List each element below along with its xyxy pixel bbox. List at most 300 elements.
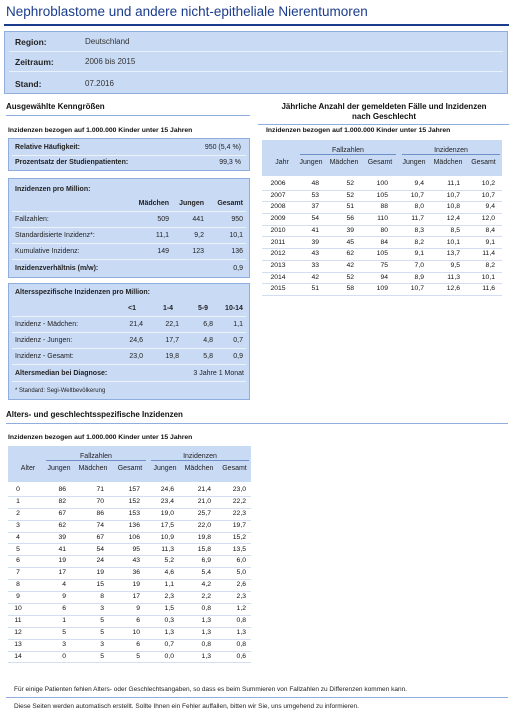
alter-gesamt-5-9: 5,8 (203, 353, 213, 360)
cell-maedchen: 51 (346, 203, 354, 211)
col-10-14: 10-14 (225, 305, 243, 312)
jahr-row (262, 249, 502, 261)
info-box (4, 31, 508, 94)
cell-inz-maedchen: 10,8 (446, 203, 460, 211)
cell-gesamt: 152 (128, 497, 140, 505)
jahr-row (262, 261, 502, 273)
kenn-heading: Ausgewählte Kenngrößen (6, 102, 105, 111)
cell-inz-jungen: 10,7 (410, 191, 424, 199)
cell-gesamt: 157 (128, 486, 140, 493)
cell-inz-gesamt: 0,8 (236, 640, 246, 648)
pro-million-title: Inzidenzen pro Million: (15, 186, 91, 193)
ages-row (8, 580, 251, 592)
alter-maedchen-10-14: 1,1 (233, 321, 243, 328)
verhaeltnis-label: Inzidenzverhältnis (m/w): (15, 265, 99, 272)
cell-inz-maedchen: 10,7 (446, 191, 460, 199)
cell-inz-maedchen: 2,2 (201, 593, 211, 601)
std-footnote: * Standard: Segi-Weltbevölkerung (15, 388, 106, 394)
ages-col-inz-maedchen: Mädchen (184, 465, 214, 472)
cell-jahr: 2012 (270, 250, 286, 258)
alter-maedchen-5-9: 6,8 (203, 321, 213, 328)
cell-inz-maedchen: 12,4 (446, 215, 460, 223)
jahr-table-body (262, 179, 502, 299)
cell-jungen: 41 (311, 226, 319, 234)
cell-inz-jungen: 0,0 (164, 652, 174, 660)
cell-inz-gesamt: 10,7 (481, 191, 495, 199)
ages-table-body (8, 485, 251, 667)
haeufigkeit-box (8, 138, 250, 171)
cell-inz-gesamt: 6,0 (236, 557, 246, 565)
cell-inz-maedchen: 0,8 (201, 640, 211, 648)
row-divider (262, 295, 502, 296)
kenn-subheading: Inzidenzen bezogen auf 1.000.000 Kinder unter 15 Jahren (8, 127, 193, 134)
prozentsatz-value: 99,3 % (219, 159, 241, 166)
median-label: Altersmedian bei Diagnose: (15, 370, 108, 377)
cell-maedchen: 42 (346, 261, 354, 269)
ages-heading: Alters- und geschlechtsspezifische Inzidenzen (6, 410, 183, 419)
cell-maedchen: 45 (346, 238, 354, 246)
col-maedchen: Mädchen (138, 200, 169, 207)
footer-rule (6, 697, 508, 698)
alter-maedchen-1-4: 22,1 (165, 321, 179, 328)
jahr-row (262, 191, 502, 203)
kum-inzidenz-jungen: 123 (192, 248, 204, 255)
cell-inz-gesamt: 9,1 (485, 238, 495, 246)
ages-group-inzidenzen: Inzidenzen (151, 453, 249, 461)
cell-maedchen: 70 (96, 497, 104, 505)
cell-jungen: 1 (62, 616, 66, 624)
cell-inz-jungen: 8,9 (414, 273, 424, 281)
jahr-heading-rule (258, 124, 509, 125)
cell-alter: 12 (14, 628, 22, 636)
cell-inz-gesamt: 13,5 (232, 545, 246, 553)
cell-jungen: 54 (311, 215, 319, 223)
divider (12, 243, 246, 244)
fallzahlen-maedchen: 509 (157, 216, 169, 223)
cell-inz-maedchen: 22,0 (197, 521, 211, 529)
cell-inz-gesamt: 11,4 (482, 250, 495, 258)
kum-inzidenz-label: Kumulative Inzidenz: (15, 248, 80, 255)
divider (9, 51, 503, 52)
divider (12, 316, 246, 317)
verhaeltnis-value: 0,9 (233, 265, 243, 272)
cell-inz-gesamt: 10,2 (481, 180, 495, 187)
cell-inz-jungen: 9,1 (414, 250, 424, 258)
cell-maedchen: 3 (100, 605, 104, 612)
jahr-col-inz-maedchen: Mädchen (433, 159, 463, 166)
cell-maedchen: 19 (96, 569, 104, 577)
alter-gesamt-1-4: 19,8 (165, 353, 179, 360)
cell-jahr: 2014 (270, 273, 286, 281)
cell-inz-jungen: 11,3 (161, 545, 174, 553)
ages-col-jungen: Jungen (47, 465, 71, 472)
cell-gesamt: 136 (128, 521, 140, 529)
fallzahlen-label: Fallzahlen: (15, 216, 49, 223)
cell-inz-gesamt: 0,6 (236, 652, 246, 660)
ages-subheading: Inzidenzen bezogen auf 1.000.000 Kinder unter 15 Jahren (8, 434, 193, 441)
std-inzidenz-label: Standardisierte Inzidenz*: (15, 232, 95, 239)
cell-alter: 2 (16, 509, 20, 517)
cell-jungen: 43 (311, 250, 319, 258)
cell-jahr: 2007 (270, 191, 286, 199)
cell-jungen: 39 (311, 238, 319, 246)
cell-alter: 13 (14, 640, 22, 648)
ages-row (8, 509, 251, 521)
cell-maedchen: 5 (100, 616, 104, 624)
cell-maedchen: 58 (346, 285, 354, 293)
cell-alter: 1 (16, 497, 20, 505)
cell-maedchen: 71 (96, 486, 104, 493)
zeitraum-value: 2006 bis 2015 (85, 57, 136, 66)
alter-gesamt-10-14: 0,9 (233, 353, 243, 360)
cell-maedchen: 54 (96, 545, 104, 553)
cell-jungen: 82 (58, 497, 66, 505)
cell-gesamt: 106 (128, 533, 140, 541)
cell-inz-maedchen: 25,7 (197, 509, 211, 517)
cell-inz-jungen: 2,3 (164, 593, 174, 601)
cell-gesamt: 6 (136, 616, 140, 624)
alter-jungen-5-9: 4,8 (203, 337, 213, 344)
cell-inz-gesamt: 1,2 (236, 605, 246, 612)
cell-alter: 4 (16, 533, 20, 541)
cell-inz-maedchen: 8,5 (450, 226, 460, 234)
cell-inz-jungen: 7,0 (414, 261, 424, 269)
cell-inz-gesamt: 9,4 (485, 203, 495, 211)
cell-inz-gesamt: 1,3 (236, 628, 246, 636)
cell-maedchen: 67 (96, 533, 104, 541)
alter-gesamt-label: Inzidenz - Gesamt: (15, 353, 74, 360)
alter-box (8, 283, 250, 400)
cell-maedchen: 5 (100, 628, 104, 636)
cell-gesamt: 153 (128, 509, 140, 517)
col-gesamt: Gesamt (217, 200, 243, 207)
jahr-group-fallzahlen: Fallzahlen (300, 147, 396, 155)
ages-col-alter: Alter (20, 465, 36, 472)
jahr-col-inz-gesamt: Gesamt (471, 159, 496, 166)
cell-inz-gesamt: 23,0 (232, 486, 246, 493)
ages-row (8, 568, 251, 580)
ages-row (8, 628, 251, 640)
cell-inz-maedchen: 15,8 (197, 545, 211, 553)
divider (12, 364, 246, 365)
cell-gesamt: 105 (376, 191, 388, 199)
ages-group-fallzahlen: Fallzahlen (46, 453, 146, 461)
alter-gesamt-lt1: 23,0 (129, 353, 143, 360)
ages-table-header (8, 446, 251, 482)
jahr-row (262, 284, 502, 296)
cell-inz-gesamt: 8,2 (485, 261, 495, 269)
cell-inz-jungen: 19,0 (160, 509, 174, 517)
cell-inz-gesamt: 11,6 (482, 285, 495, 293)
cell-inz-maedchen: 6,9 (201, 557, 211, 565)
cell-maedchen: 56 (346, 215, 354, 223)
cell-gesamt: 17 (132, 593, 140, 601)
cell-inz-maedchen: 21,4 (197, 486, 211, 493)
cell-alter: 7 (16, 569, 20, 577)
cell-inz-gesamt: 19,7 (232, 521, 246, 529)
cell-maedchen: 8 (100, 593, 104, 601)
median-value: 3 Jahre 1 Monat (193, 370, 244, 377)
cell-inz-jungen: 8,2 (414, 238, 424, 246)
cell-maedchen: 52 (346, 273, 354, 281)
cell-inz-gesamt: 15,2 (232, 533, 246, 541)
cell-inz-maedchen: 1,3 (201, 628, 211, 636)
ages-col-maedchen: Mädchen (78, 465, 108, 472)
cell-jungen: 33 (311, 261, 319, 269)
cell-gesamt: 100 (376, 180, 388, 187)
cell-maedchen: 74 (96, 521, 104, 529)
std-inzidenz-gesamt: 10,1 (229, 232, 243, 239)
cell-maedchen: 52 (346, 180, 354, 187)
cell-inz-gesamt: 8,4 (485, 226, 495, 234)
cell-inz-jungen: 23,4 (160, 497, 174, 505)
kenn-heading-rule (6, 115, 250, 116)
alter-maedchen-label: Inzidenz - Mädchen: (15, 321, 79, 328)
cell-gesamt: 94 (380, 273, 388, 281)
stand-label: Stand: (15, 79, 42, 89)
cell-alter: 0 (16, 486, 20, 493)
cell-inz-maedchen: 11,3 (447, 273, 460, 281)
cell-alter: 6 (16, 557, 20, 565)
cell-gesamt: 110 (377, 215, 388, 223)
cell-jungen: 17 (58, 569, 66, 577)
cell-alter: 10 (14, 605, 22, 612)
divider (12, 211, 246, 212)
ages-row (8, 604, 251, 616)
ages-col-inz-gesamt: Gesamt (222, 465, 247, 472)
cell-jungen: 6 (62, 605, 66, 612)
cell-gesamt: 10 (132, 628, 140, 636)
ages-row (8, 545, 251, 557)
cell-jungen: 53 (311, 191, 319, 199)
ages-row (8, 640, 251, 652)
ages-row (8, 485, 251, 497)
cell-maedchen: 15 (96, 581, 104, 589)
ages-row (8, 497, 251, 509)
jahr-row (262, 238, 502, 250)
ages-heading-rule (6, 423, 508, 424)
cell-gesamt: 5 (136, 652, 140, 660)
cell-inz-jungen: 17,5 (160, 521, 174, 529)
cell-alter: 3 (16, 521, 20, 529)
cell-inz-maedchen: 12,6 (446, 285, 460, 293)
title-divider (4, 24, 509, 26)
cell-alter: 11 (14, 616, 22, 624)
cell-gesamt: 109 (376, 285, 388, 293)
ages-row (8, 616, 251, 628)
cell-inz-gesamt: 2,3 (236, 593, 246, 601)
cell-jahr: 2010 (270, 226, 286, 234)
jahr-row (262, 226, 502, 238)
divider (12, 381, 246, 382)
ages-row (8, 556, 251, 568)
cell-gesamt: 36 (132, 569, 140, 577)
cell-inz-jungen: 1,1 (164, 581, 174, 589)
cell-jungen: 9 (62, 593, 66, 601)
cell-inz-gesamt: 22,2 (232, 497, 246, 505)
divider (12, 259, 246, 260)
cell-gesamt: 19 (132, 581, 140, 589)
cell-inz-maedchen: 1,3 (201, 616, 211, 624)
cell-alter: 5 (16, 545, 20, 553)
alter-jungen-1-4: 17,7 (165, 337, 179, 344)
cell-inz-jungen: 10,7 (410, 285, 424, 293)
prozentsatz-label: Prozentsatz der Studienpatienten: (15, 159, 129, 166)
cell-alter: 8 (16, 581, 20, 589)
jahr-row (262, 214, 502, 226)
cell-inz-maedchen: 4,2 (201, 581, 211, 589)
fallzahlen-gesamt: 950 (231, 216, 243, 223)
cell-gesamt: 88 (380, 203, 388, 211)
pro-million-box (8, 178, 250, 278)
cell-inz-jungen: 10,9 (160, 533, 174, 541)
alter-jungen-lt1: 24,6 (129, 337, 143, 344)
jahr-subheading: Inzidenzen bezogen auf 1.000.000 Kinder unter 15 Jahren (266, 127, 451, 134)
zeitraum-label: Zeitraum: (15, 57, 54, 67)
page-title: Nephroblastome und andere nicht-epitheliale Nierentumoren (6, 4, 368, 19)
cell-jungen: 0 (62, 652, 66, 660)
cell-jungen: 4 (62, 581, 66, 589)
cell-maedchen: 5 (100, 652, 104, 660)
col-1-4: 1-4 (162, 305, 174, 312)
cell-inz-maedchen: 21,0 (197, 497, 211, 505)
cell-inz-jungen: 9,4 (414, 180, 424, 187)
cell-maedchen: 39 (346, 226, 354, 234)
fallzahlen-jungen: 441 (192, 216, 204, 223)
jahr-col-gesamt: Gesamt (367, 159, 393, 166)
cell-jahr: 2008 (270, 203, 286, 211)
cell-inz-jungen: 4,6 (164, 569, 174, 577)
ages-row (8, 652, 251, 664)
alter-jungen-10-14: 0,7 (233, 337, 243, 344)
col-5-9: 5-9 (197, 305, 209, 312)
ages-col-inz-jungen: Jungen (153, 465, 177, 472)
cell-inz-jungen: 8,3 (414, 226, 424, 234)
cell-inz-maedchen: 5,4 (201, 569, 211, 577)
ages-row (8, 533, 251, 545)
cell-inz-maedchen: 19,8 (197, 533, 211, 541)
alter-jungen-label: Inzidenz - Jungen: (15, 337, 73, 344)
cell-maedchen: 3 (100, 640, 104, 648)
cell-jungen: 37 (311, 203, 319, 211)
cell-jahr: 2013 (270, 261, 286, 269)
cell-gesamt: 6 (136, 640, 140, 648)
cell-inz-jungen: 24,6 (160, 486, 174, 493)
cell-jungen: 3 (62, 640, 66, 648)
cell-inz-maedchen: 1,3 (201, 652, 211, 660)
cell-gesamt: 75 (380, 261, 388, 269)
cell-jungen: 51 (311, 285, 319, 293)
divider (12, 332, 246, 333)
cell-maedchen: 52 (346, 191, 354, 199)
cell-gesamt: 80 (380, 226, 388, 234)
divider (12, 348, 246, 349)
cell-inz-gesamt: 0,8 (236, 616, 246, 624)
cell-inz-jungen: 11,7 (411, 215, 424, 223)
std-inzidenz-maedchen: 11,1 (155, 232, 169, 239)
std-inzidenz-jungen: 9,2 (194, 232, 204, 239)
cell-gesamt: 105 (376, 250, 388, 258)
row-divider (8, 662, 251, 663)
footer-note-2: Diese Seiten werden automatisch erstellt. Sollte Ihnen ein Fehler auffallen, bitten wir Sie, uns umgehend zu informieren. (14, 703, 359, 710)
cell-gesamt: 43 (132, 557, 140, 565)
cell-gesamt: 9 (136, 605, 140, 612)
jahr-heading-line1: Jährliche Anzahl der gemeldeten Fälle und Inzidenzen (281, 102, 487, 111)
jahr-heading (258, 102, 510, 122)
cell-jahr: 2006 (270, 180, 286, 187)
cell-inz-gesamt: 2,6 (236, 581, 246, 589)
cell-jungen: 5 (62, 628, 66, 636)
jahr-group-inzidenzen: Inzidenzen (402, 147, 500, 155)
divider (12, 155, 246, 156)
jahr-col-inz-jungen: Jungen (402, 159, 426, 166)
cell-jungen: 67 (58, 509, 66, 517)
alter-maedchen-lt1: 21,4 (129, 321, 143, 328)
jahr-col-jahr: Jahr (275, 159, 289, 166)
cell-inz-jungen: 8,0 (414, 203, 424, 211)
cell-inz-maedchen: 0,8 (201, 605, 211, 612)
cell-inz-maedchen: 10,1 (446, 238, 460, 246)
cell-maedchen: 62 (346, 250, 354, 258)
cell-inz-gesamt: 10,1 (481, 273, 495, 281)
cell-jungen: 86 (58, 486, 66, 493)
cell-inz-maedchen: 9,5 (450, 261, 460, 269)
jahr-col-jungen: Jungen (299, 159, 323, 166)
alter-title: Altersspezifische Inzidenzen pro Million: (15, 289, 150, 296)
jahr-heading-line2: nach Geschlecht (351, 112, 417, 121)
cell-inz-maedchen: 13,7 (446, 250, 460, 258)
cell-jungen: 41 (58, 545, 66, 553)
cell-jungen: 39 (58, 533, 66, 541)
cell-jahr: 2015 (270, 285, 286, 293)
jahr-col-maedchen: Mädchen (329, 159, 359, 166)
cell-inz-jungen: 1,5 (164, 605, 174, 612)
cell-inz-jungen: 1,3 (164, 628, 174, 636)
cell-maedchen: 24 (96, 557, 104, 565)
kum-inzidenz-gesamt: 136 (231, 248, 243, 255)
cell-alter: 14 (14, 652, 22, 660)
haeufigkeit-value: 950 (5,4 %) (204, 144, 241, 151)
stand-value: 07.2016 (85, 79, 114, 88)
cell-gesamt: 84 (380, 238, 388, 246)
jahr-row (262, 202, 502, 214)
cell-inz-jungen: 0,7 (164, 640, 174, 648)
kum-inzidenz-maedchen: 149 (157, 248, 169, 255)
region-label: Region: (15, 37, 47, 47)
cell-jungen: 62 (58, 521, 66, 529)
cell-inz-gesamt: 22,3 (232, 509, 246, 517)
cell-jahr: 2011 (270, 238, 286, 246)
ages-row (8, 592, 251, 604)
footer-note-1: Für einige Patienten fehlen Alters- oder Geschlechtsangaben, so dass es beim Summieren von Fallzahlen zu Differenzen kommen kann. (14, 686, 407, 693)
cell-inz-jungen: 5,2 (164, 557, 174, 565)
cell-inz-gesamt: 12,0 (481, 215, 495, 223)
divider (12, 227, 246, 228)
divider (9, 71, 503, 72)
cell-maedchen: 86 (96, 509, 104, 517)
jahr-row (262, 273, 502, 285)
cell-jungen: 48 (311, 180, 319, 187)
jahr-row (262, 179, 502, 191)
col-lt1: <1 (128, 305, 136, 312)
col-jungen: Jungen (179, 200, 204, 207)
ages-row (8, 521, 251, 533)
cell-jungen: 42 (311, 273, 319, 281)
haeufigkeit-label: Relative Häufigkeit: (15, 144, 80, 151)
cell-jahr: 2009 (270, 215, 286, 223)
jahr-table-header (262, 140, 502, 176)
cell-inz-maedchen: 11,1 (447, 180, 460, 187)
